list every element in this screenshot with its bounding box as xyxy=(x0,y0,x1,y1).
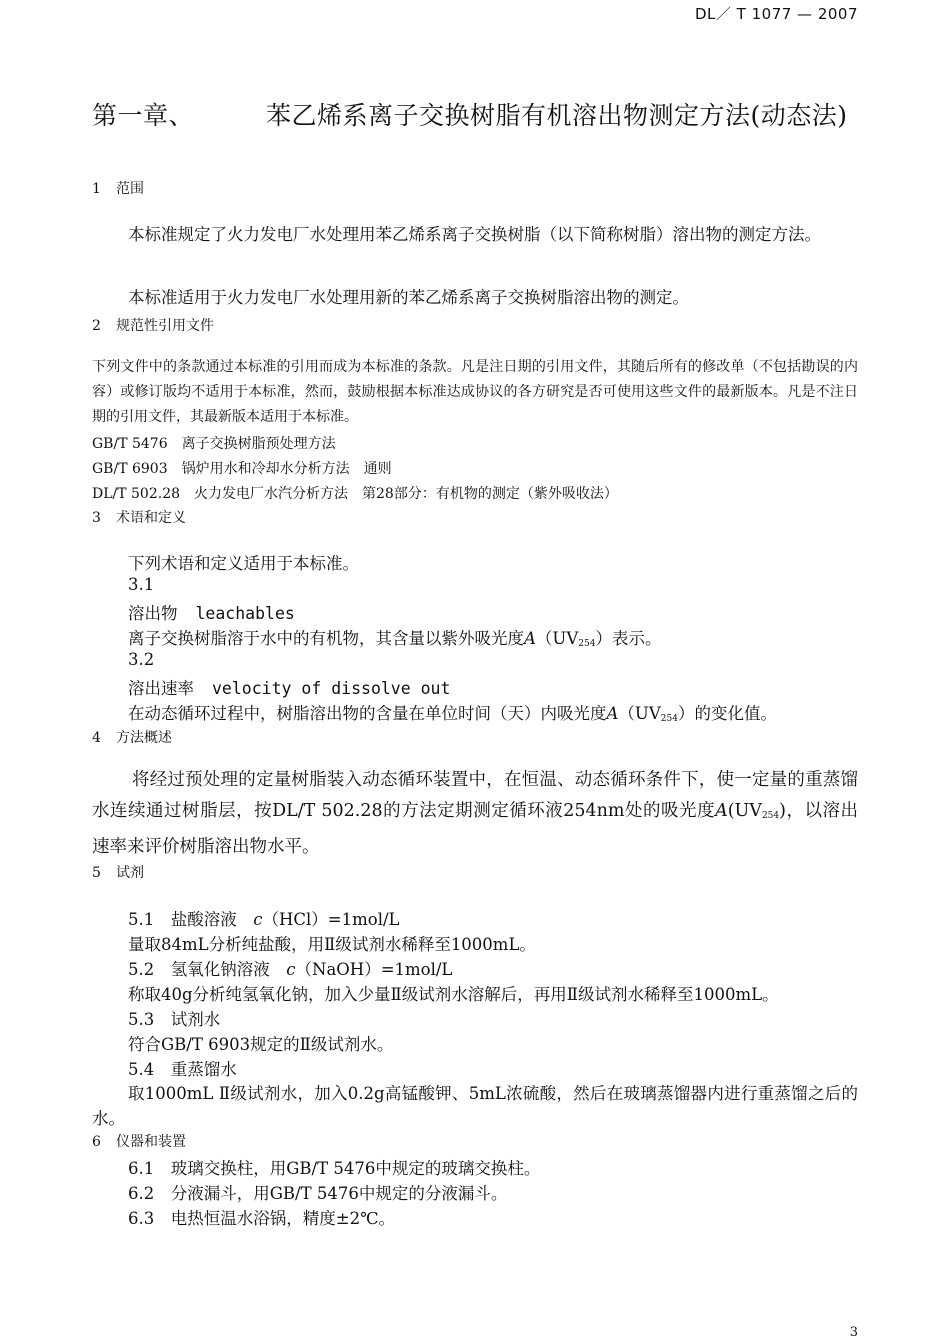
reagent-5-4-heading: 5.4 重蒸馏水 xyxy=(128,1060,237,1079)
reagent-5-1-heading: 5.1 盐酸溶液 c（HCl）=1mol/L xyxy=(128,910,400,929)
reference-gbt5476: GB/T 5476 离子交换树脂预处理方法 xyxy=(92,436,336,452)
term-dissolution-velocity: 溶出速率 velocity of dissolve out xyxy=(128,679,451,698)
reference-gbt6903: GB/T 6903 锅炉用水和冷却水分析方法 通则 xyxy=(92,461,392,477)
standard-header: DL／ T 1077 — 2007 xyxy=(695,5,858,23)
reagent-5-4-body: 取1000mL Ⅱ级试剂水，加入0.2g高锰酸钾、5mL浓硫酸，然后在玻璃蒸馏器内进行重蒸馏之后的水。 xyxy=(92,1084,858,1128)
reagent-5-1-body: 量取84mL分析纯盐酸，用Ⅱ级试剂水稀释至1000mL。 xyxy=(128,935,536,954)
apparatus-6-3: 6.3 电热恒温水浴锅，精度±2℃。 xyxy=(128,1209,396,1228)
reagent-5-2-heading: 5.2 氢氧化钠溶液 c（NaOH）=1mol/L xyxy=(128,960,453,979)
section-heading-method-summary: 4 方法概述 xyxy=(92,730,172,746)
method-summary-paragraph: 将经过预处理的定量树脂装入动态循环装置中，在恒温、动态循环条件下，使一定量的重蒸馏水连续通过树脂层，按DL/T 502.28的方法定期测定循环液254nm处的吸光度$A(UV_{254})$，以溶出速率来评价树脂溶出物水平。 xyxy=(92,770,859,857)
terms-intro: 下列术语和定义适用于本标准。 xyxy=(128,554,359,573)
page-number: 3 xyxy=(849,1325,858,1340)
term-number-3-2: 3.2 xyxy=(128,650,155,669)
scope-paragraph-2: 本标准适用于火力发电厂水处理用新的苯乙烯系离子交换树脂溶出物的测定。 xyxy=(128,288,689,307)
chapter-prefix: 第一章、 xyxy=(92,101,195,130)
term-number-3-1: 3.1 xyxy=(128,575,155,594)
term-leachables: 溶出物 leachables xyxy=(128,604,295,623)
reagent-5-3-heading: 5.3 试剂水 xyxy=(128,1010,221,1029)
section-heading-apparatus: 6 仪器和装置 xyxy=(92,1134,186,1150)
section-heading-scope: 1 范围 xyxy=(92,181,144,197)
section-heading-reagents: 5 试剂 xyxy=(92,865,144,881)
references-paragraph: 下列文件中的条款通过本标准的引用而成为本标准的条款。凡是注日期的引用文件，其随后所有的修改单（不包括勘误的内容）或修订版均不适用于本标准，然而，鼓励根据本标准达成协议的各方研究是否可使用这些文件的最新版本。凡是不注日期的引用文件，其最新版本适用于本标准。 xyxy=(92,359,858,425)
chapter-title xyxy=(92,96,848,132)
apparatus-6-2: 6.2 分液漏斗，用GB/T 5476中规定的分液漏斗。 xyxy=(128,1184,508,1203)
term-dissolution-velocity-definition: 在动态循环过程中，树脂溶出物的含量在单位时间（天）内吸光度$A(UV_{254})$的变化值。 xyxy=(128,704,777,724)
scope-paragraph-1: 本标准规定了火力发电厂水处理用苯乙烯系离子交换树脂（以下简称树脂）溶出物的测定方法。 xyxy=(128,225,821,244)
reagent-5-3-body: 符合GB/T 6903规定的Ⅱ级试剂水。 xyxy=(128,1035,394,1054)
section-heading-references: 2 规范性引用文件 xyxy=(92,318,214,334)
term-leachables-definition: 离子交换树脂溶于水中的有机物，其含量以紫外吸光度$A(UV_{254})$表示。 xyxy=(128,629,662,649)
reagent-5-2-body: 称取40g分析纯氢氧化钠，加入少量Ⅱ级试剂水溶解后，再用Ⅱ级试剂水稀释至1000mL。 xyxy=(128,985,779,1004)
chapter-title-text: 苯乙烯系离子交换树脂有机溶出物测定方法(动态法) xyxy=(266,101,848,130)
apparatus-6-1: 6.1 玻璃交换柱，用GB/T 5476中规定的玻璃交换柱。 xyxy=(128,1159,541,1178)
section-heading-terms: 3 术语和定义 xyxy=(92,510,186,526)
reference-dlt50228: DL/T 502.28 火力发电厂水汽分析方法 第28部分：有机物的测定（紫外吸收法） xyxy=(92,486,618,502)
